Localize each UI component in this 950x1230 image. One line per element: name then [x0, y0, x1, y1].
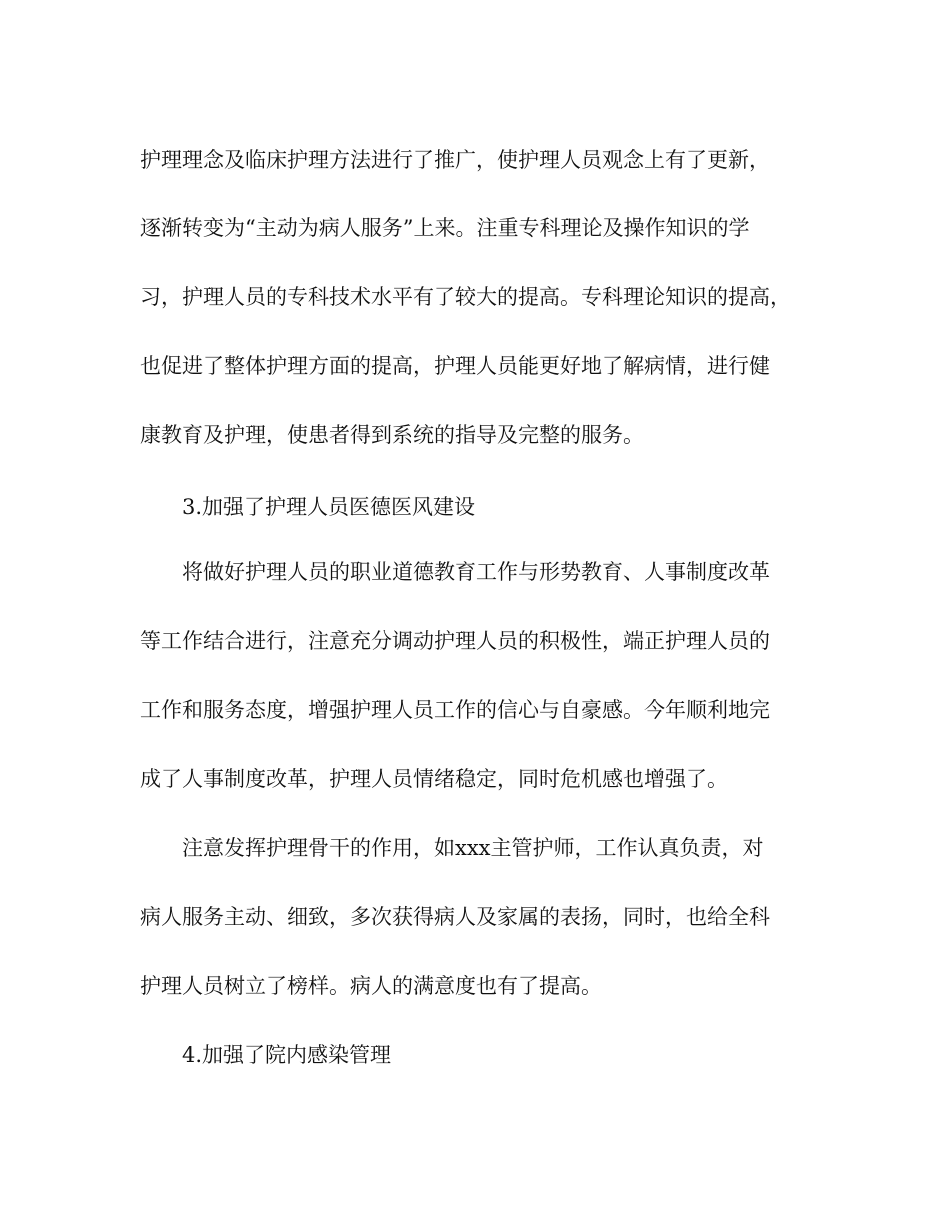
- section-heading: 3.加强了护理人员医德医风建设: [182, 495, 476, 519]
- text-line: 护理人员树立了榜样。病人的满意度也有了提高。: [140, 974, 602, 998]
- section-heading: 4.加强了院内感染管理: [182, 1043, 392, 1067]
- text-line: 也促进了整体护理方面的提高，护理人员能更好地了解病情，进行健: [140, 354, 770, 378]
- text-line: 病人服务主动、细致，多次获得病人及家属的表扬，同时，也给全科: [140, 905, 770, 929]
- text-line: 将做好护理人员的职业道德教育工作与形势教育、人事制度改革: [182, 560, 770, 584]
- text-line: 注意发挥护理骨干的作用，如xxx主管护师，工作认真负责，对: [182, 836, 764, 860]
- text-line: 护理理念及临床护理方法进行了推广，使护理人员观念上有了更新，: [140, 148, 770, 172]
- text-line: 成了人事制度改革，护理人员情绪稳定，同时危机感也增强了。: [140, 767, 728, 791]
- text-line: 习，护理人员的专科技术水平有了较大的提高。专科理论知识的提高，: [140, 285, 791, 309]
- text-line: 康教育及护理，使患者得到系统的指导及完整的服务。: [140, 423, 644, 447]
- text-line: 工作和服务态度，增强护理人员工作的信心与自豪感。今年顺利地完: [140, 698, 770, 722]
- text-line: 逐渐转变为“主动为病人服务”上来。注重专科理论及操作知识的学: [140, 216, 750, 240]
- text-line: 等工作结合进行，注意充分调动护理人员的积极性，端正护理人员的: [140, 629, 770, 653]
